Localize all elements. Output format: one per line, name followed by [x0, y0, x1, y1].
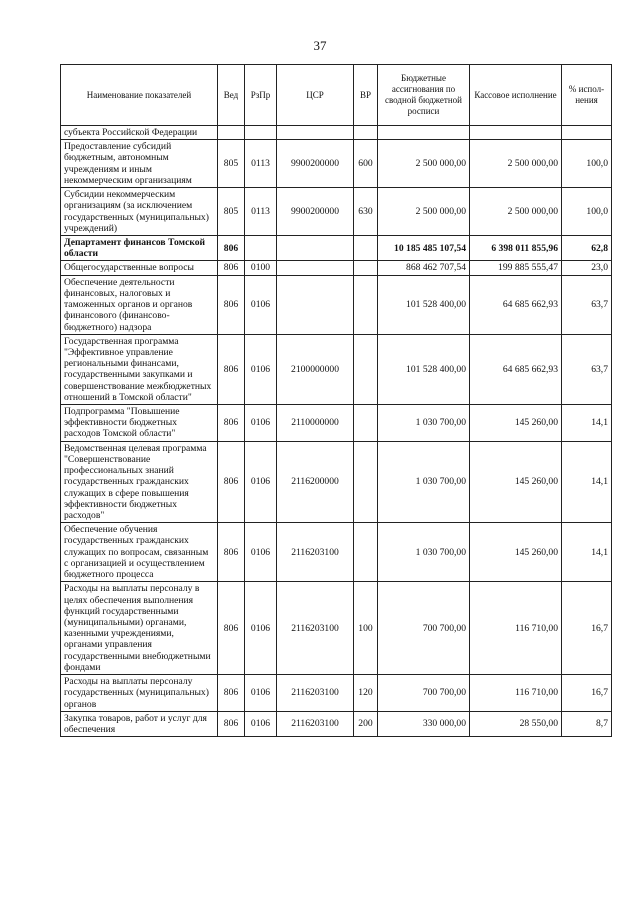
table-row [61, 441, 612, 523]
cell-name: Субсидии некоммерческим организациям (за исключением государственных (муниципальных) учреждений) [61, 188, 218, 236]
table-row [61, 126, 612, 140]
cell-pct: 62,8 [562, 235, 612, 260]
cell-name: Закупка товаров, работ и услуг для обеспечения [61, 711, 218, 736]
table-row [61, 140, 612, 188]
cell-rzpr: 0106 [245, 441, 277, 523]
cell-assign: 1 030 700,00 [378, 523, 470, 582]
cell-name: Департамент финансов Томской области [61, 235, 218, 260]
cell-vr: 600 [354, 140, 378, 188]
cell-name: субъекта Российской Федерации [61, 126, 218, 140]
cell-pct: 16,7 [562, 582, 612, 675]
cell-name: Обеспечение деятельности финансовых, налоговых и таможенных органов и органов финансового (финансово-бюджетного) надзора [61, 275, 218, 334]
cell-assign: 700 700,00 [378, 675, 470, 712]
cell-assign: 868 462 707,54 [378, 261, 470, 275]
table-row [61, 675, 612, 712]
cell-csr: 2116203100 [277, 675, 354, 712]
table-row [61, 711, 612, 736]
header-vr: ВР [354, 65, 378, 126]
cell-vr: 100 [354, 582, 378, 675]
cell-ved: 805 [218, 140, 245, 188]
cell-name: Государственная программа "Эффективное управление региональными финансами, государственными закупками и совершенствование межбюджетных отношений в Томской области" [61, 334, 218, 404]
cell-cash: 116 710,00 [470, 675, 562, 712]
cell-cash [470, 126, 562, 140]
cell-cash: 145 260,00 [470, 441, 562, 523]
cell-csr: 2116203100 [277, 523, 354, 582]
cell-rzpr [245, 235, 277, 260]
cell-ved: 805 [218, 188, 245, 236]
cell-assign: 1 030 700,00 [378, 441, 470, 523]
cell-csr: 9900200000 [277, 140, 354, 188]
cell-pct: 100,0 [562, 140, 612, 188]
cell-csr [277, 261, 354, 275]
cell-csr [277, 235, 354, 260]
cell-rzpr: 0106 [245, 405, 277, 442]
cell-cash: 28 550,00 [470, 711, 562, 736]
table-row [61, 261, 612, 275]
cell-ved: 806 [218, 523, 245, 582]
cell-csr: 2100000000 [277, 334, 354, 404]
cell-ved: 806 [218, 711, 245, 736]
cell-rzpr: 0100 [245, 261, 277, 275]
table-row [61, 275, 612, 334]
cell-csr [277, 126, 354, 140]
table-row [61, 235, 612, 260]
cell-vr: 200 [354, 711, 378, 736]
header-assign: Бюджетные ассигнования по сводной бюджетной росписи [378, 65, 470, 126]
cell-assign: 10 185 485 107,54 [378, 235, 470, 260]
header-name: Наименование показателей [61, 65, 218, 126]
cell-pct: 16,7 [562, 675, 612, 712]
cell-pct: 100,0 [562, 188, 612, 236]
cell-rzpr: 0106 [245, 334, 277, 404]
cell-rzpr: 0113 [245, 140, 277, 188]
cell-cash: 2 500 000,00 [470, 188, 562, 236]
cell-assign [378, 126, 470, 140]
cell-cash: 6 398 011 855,96 [470, 235, 562, 260]
cell-ved: 806 [218, 675, 245, 712]
cell-assign: 2 500 000,00 [378, 140, 470, 188]
table-row [61, 405, 612, 442]
cell-name: Общегосударственные вопросы [61, 261, 218, 275]
table-row [61, 582, 612, 675]
cell-assign: 700 700,00 [378, 582, 470, 675]
cell-csr: 2116203100 [277, 582, 354, 675]
cell-pct: 63,7 [562, 275, 612, 334]
cell-name: Обеспечение обучения государственных гражданских служащих по вопросам, связанным с организацией и осуществлением бюджетного процесса [61, 523, 218, 582]
cell-ved: 806 [218, 334, 245, 404]
table-row [61, 523, 612, 582]
cell-name: Предоставление субсидий бюджетным, автономным учреждениям и иным некоммерческим организациям [61, 140, 218, 188]
cell-rzpr: 0106 [245, 523, 277, 582]
cell-cash: 145 260,00 [470, 523, 562, 582]
cell-cash: 145 260,00 [470, 405, 562, 442]
cell-pct: 14,1 [562, 523, 612, 582]
cell-ved: 806 [218, 582, 245, 675]
page-number: 37 [313, 38, 327, 53]
cell-csr: 2116203100 [277, 711, 354, 736]
cell-cash: 116 710,00 [470, 582, 562, 675]
cell-pct [562, 126, 612, 140]
cell-assign: 101 528 400,00 [378, 275, 470, 334]
header-row [61, 65, 612, 126]
cell-ved: 806 [218, 275, 245, 334]
header-cash: Кассовое исполнение [470, 65, 562, 126]
cell-vr [354, 126, 378, 140]
cell-rzpr: 0113 [245, 188, 277, 236]
cell-ved: 806 [218, 235, 245, 260]
cell-rzpr: 0106 [245, 675, 277, 712]
cell-vr [354, 261, 378, 275]
cell-rzpr: 0106 [245, 275, 277, 334]
cell-assign: 2 500 000,00 [378, 188, 470, 236]
cell-ved [218, 126, 245, 140]
header-pct: % испол-нения [562, 65, 612, 126]
cell-rzpr: 0106 [245, 711, 277, 736]
cell-cash: 64 685 662,93 [470, 275, 562, 334]
cell-vr [354, 523, 378, 582]
cell-ved: 806 [218, 261, 245, 275]
header-rzpr: РзПр [245, 65, 277, 126]
cell-cash: 64 685 662,93 [470, 334, 562, 404]
cell-vr: 630 [354, 188, 378, 236]
header-ved: Вед [218, 65, 245, 126]
cell-pct: 14,1 [562, 441, 612, 523]
table-row [61, 334, 612, 404]
header-csr: ЦСР [277, 65, 354, 126]
cell-vr [354, 275, 378, 334]
cell-ved: 806 [218, 441, 245, 523]
cell-vr: 120 [354, 675, 378, 712]
budget-table [60, 64, 612, 737]
cell-cash: 2 500 000,00 [470, 140, 562, 188]
cell-name: Ведомственная целевая программа "Совершенствование профессиональных знаний государственных гражданских служащих в сфере повышения эффективности бюджетных расходов" [61, 441, 218, 523]
cell-csr: 2110000000 [277, 405, 354, 442]
cell-csr [277, 275, 354, 334]
cell-pct: 23,0 [562, 261, 612, 275]
cell-ved: 806 [218, 405, 245, 442]
cell-pct: 8,7 [562, 711, 612, 736]
cell-assign: 1 030 700,00 [378, 405, 470, 442]
cell-name: Расходы на выплаты персоналу в целях обеспечения выполнения функций государственными (муниципальными) органами, казенными учреждениями, органами управления государственными внебюджетными фондами [61, 582, 218, 675]
table-body [61, 126, 612, 737]
cell-csr: 2116200000 [277, 441, 354, 523]
cell-rzpr [245, 126, 277, 140]
cell-pct: 63,7 [562, 334, 612, 404]
cell-name: Расходы на выплаты персоналу государственных (муниципальных) органов [61, 675, 218, 712]
cell-vr [354, 334, 378, 404]
table-row [61, 188, 612, 236]
cell-vr [354, 235, 378, 260]
cell-pct: 14,1 [562, 405, 612, 442]
cell-assign: 101 528 400,00 [378, 334, 470, 404]
cell-cash: 199 885 555,47 [470, 261, 562, 275]
cell-vr [354, 405, 378, 442]
cell-csr: 9900200000 [277, 188, 354, 236]
cell-assign: 330 000,00 [378, 711, 470, 736]
cell-rzpr: 0106 [245, 582, 277, 675]
cell-name: Подпрограмма "Повышение эффективности бюджетных расходов Томской области" [61, 405, 218, 442]
cell-vr [354, 441, 378, 523]
